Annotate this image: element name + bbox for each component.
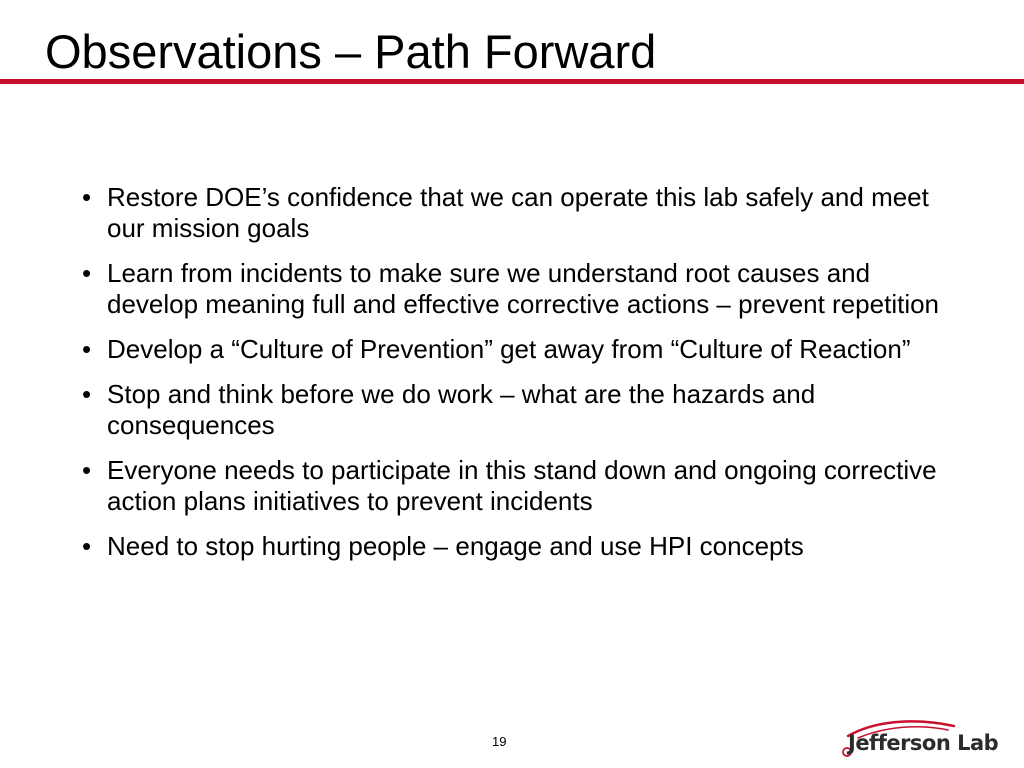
page-number: 19 bbox=[492, 734, 507, 749]
bullet-item bbox=[82, 379, 962, 441]
slide-title: Observations – Path Forward bbox=[45, 25, 657, 78]
bullet-text: Stop and think before we do work – what are the hazards and consequences bbox=[107, 379, 816, 440]
bullet-icon: • bbox=[82, 531, 92, 561]
bullet-item bbox=[82, 455, 962, 517]
bullet-icon: • bbox=[82, 455, 92, 485]
bullet-icon: • bbox=[82, 379, 92, 409]
bullet-text: Everyone needs to participate in this stand down and ongoing corrective action plans initiatives to prevent incidents bbox=[107, 455, 937, 516]
bullet-text: Restore DOE’s confidence that we can operate this lab safely and meet our mission goals bbox=[107, 182, 929, 243]
title-divider bbox=[0, 79, 1024, 84]
bullet-item bbox=[82, 334, 962, 365]
bullet-icon: • bbox=[82, 334, 92, 364]
bullet-text: Learn from incidents to make sure we understand root causes and develop meaning full and effective corrective actions – prevent repetition bbox=[107, 258, 940, 319]
bullet-item bbox=[82, 258, 962, 320]
bullet-text: Need to stop hurting people – engage and use HPI concepts bbox=[107, 531, 804, 561]
jefferson-lab-logo bbox=[836, 716, 999, 760]
bullet-text: Develop a “Culture of Prevention” get away from “Culture of Reaction” bbox=[107, 334, 911, 364]
bullet-item bbox=[82, 531, 962, 562]
bullet-list bbox=[82, 182, 962, 576]
bullet-icon: • bbox=[82, 182, 92, 212]
bullet-item bbox=[82, 182, 962, 244]
bullet-icon: • bbox=[82, 258, 92, 288]
logo-text: Jefferson Lab bbox=[848, 731, 999, 755]
